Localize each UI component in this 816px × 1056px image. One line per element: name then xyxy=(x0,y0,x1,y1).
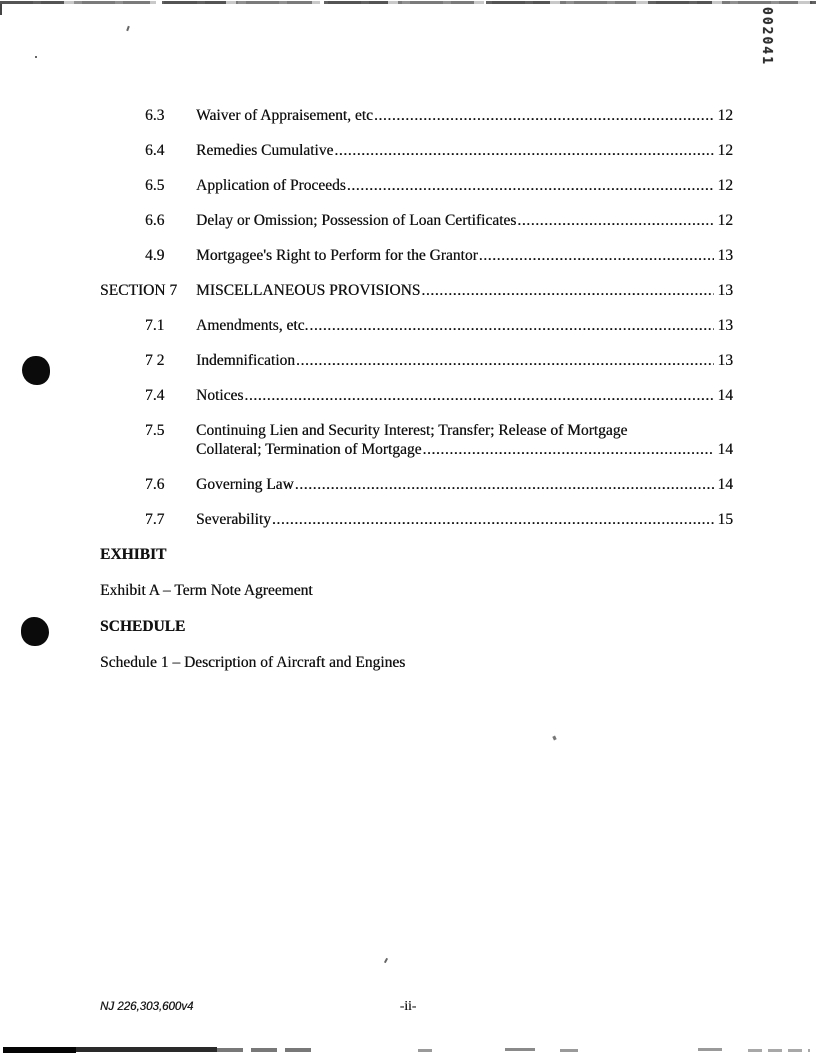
scan-artifact xyxy=(552,736,556,741)
bates-stamp: 002041 xyxy=(759,7,774,66)
toc-entry-title: Governing Law xyxy=(196,476,294,493)
toc-entry-number: 7.7 xyxy=(145,511,165,528)
exhibit-item: Exhibit A – Term Note Agreement xyxy=(100,582,313,599)
exhibit-heading: EXHIBIT xyxy=(100,546,167,563)
toc-entry-number: 6.5 xyxy=(145,177,165,194)
toc-entry-number: 7.5 xyxy=(145,422,165,439)
toc-entry xyxy=(100,351,733,370)
scan-artifact xyxy=(505,1048,535,1051)
scan-artifact xyxy=(0,4,2,15)
toc-entry-page: 12 xyxy=(717,212,733,229)
toc-entry xyxy=(100,386,733,405)
toc-entry-page: 12 xyxy=(717,177,733,194)
dot-leader xyxy=(517,211,713,230)
toc-entry xyxy=(100,176,733,195)
toc-entry xyxy=(100,106,733,125)
toc-section-number: SECTION 7 xyxy=(100,282,178,299)
toc-entry-number: 4.9 xyxy=(145,247,165,264)
toc-entry-title: Application of Proceeds xyxy=(196,177,346,194)
toc-entry-title: Mortgagee's Right to Perform for the Grantor xyxy=(196,247,478,264)
scan-artifact xyxy=(560,1049,578,1052)
scan-artifact xyxy=(35,56,37,58)
toc-entry-number: 6.6 xyxy=(145,212,165,229)
document-number: NJ 226,303,600v4 xyxy=(100,1001,194,1013)
page-number: -ii- xyxy=(399,998,417,1013)
dot-leader xyxy=(374,106,714,125)
dot-leader xyxy=(479,246,714,265)
toc-entry-title: Waiver of Appraisement, etc xyxy=(196,107,373,124)
toc-entry-number: 6.4 xyxy=(145,142,165,159)
toc-entry-number: 7.6 xyxy=(145,476,165,493)
toc-entry-title-line1: Continuing Lien and Security Interest; Transfer; Release of Mortgage xyxy=(196,422,628,439)
schedule-item: Schedule 1 – Description of Aircraft and Engines xyxy=(100,654,406,671)
dot-leader xyxy=(295,475,714,494)
hole-punch-dot xyxy=(21,617,49,646)
table-of-contents xyxy=(100,106,733,689)
toc-entry xyxy=(100,246,733,265)
toc-entry-title-line2: Collateral; Termination of Mortgage xyxy=(196,441,422,458)
toc-entry-page: 12 xyxy=(717,142,733,159)
toc-entry-page: 13 xyxy=(717,317,733,334)
toc-entry-title: Remedies Cumulative xyxy=(196,142,334,159)
toc-entry-number: 7.1 xyxy=(145,317,165,334)
toc-entry xyxy=(100,316,733,335)
toc-entry-page: 14 xyxy=(717,387,733,404)
scan-artifact xyxy=(748,1049,810,1052)
toc-entry-page: 14 xyxy=(717,441,733,458)
toc-entry-page: 13 xyxy=(717,352,733,369)
schedule-heading: SCHEDULE xyxy=(100,618,186,635)
toc-entry-number: 7.4 xyxy=(145,387,165,404)
scan-artifact xyxy=(698,1048,722,1051)
dot-leader xyxy=(421,281,713,300)
toc-entry-page: 14 xyxy=(717,476,733,493)
toc-section-page: 13 xyxy=(717,282,733,299)
scan-edge-bottom xyxy=(217,1048,317,1052)
toc-entry-title: Notices xyxy=(196,387,244,404)
toc-entry xyxy=(100,141,733,160)
toc-entry-number: 6.3 xyxy=(145,107,165,124)
scan-artifact xyxy=(418,1049,432,1052)
toc-entry-page: 12 xyxy=(717,107,733,124)
scan-edge-top xyxy=(0,1,816,4)
scan-artifact xyxy=(126,26,130,31)
dot-leader xyxy=(244,386,713,405)
toc-entry-page: 15 xyxy=(717,511,733,528)
dot-leader xyxy=(296,351,714,370)
toc-entry-page: 13 xyxy=(717,247,733,264)
dot-leader xyxy=(272,510,714,529)
toc-entry-number: 7 2 xyxy=(145,352,165,369)
toc-entry-title: Severability xyxy=(196,511,271,528)
dot-leader xyxy=(347,176,714,195)
dot-leader xyxy=(334,141,713,160)
toc-entry-title: Indemnification xyxy=(196,352,295,369)
scan-edge-bottom xyxy=(3,1047,76,1053)
toc-entry xyxy=(100,475,733,494)
toc-entry xyxy=(100,510,733,529)
toc-section-title: MISCELLANEOUS PROVISIONS xyxy=(196,282,421,299)
dot-leader xyxy=(309,316,713,335)
hole-punch-dot xyxy=(22,356,50,385)
toc-section-entry xyxy=(100,281,733,300)
toc-entry xyxy=(100,211,733,230)
toc-entry-title: Delay or Omission; Possession of Loan Certificates xyxy=(196,212,517,229)
scan-artifact xyxy=(384,958,388,963)
toc-entry xyxy=(100,421,733,459)
dot-leader xyxy=(422,440,713,459)
toc-entry-title: Amendments, etc. xyxy=(196,317,309,334)
